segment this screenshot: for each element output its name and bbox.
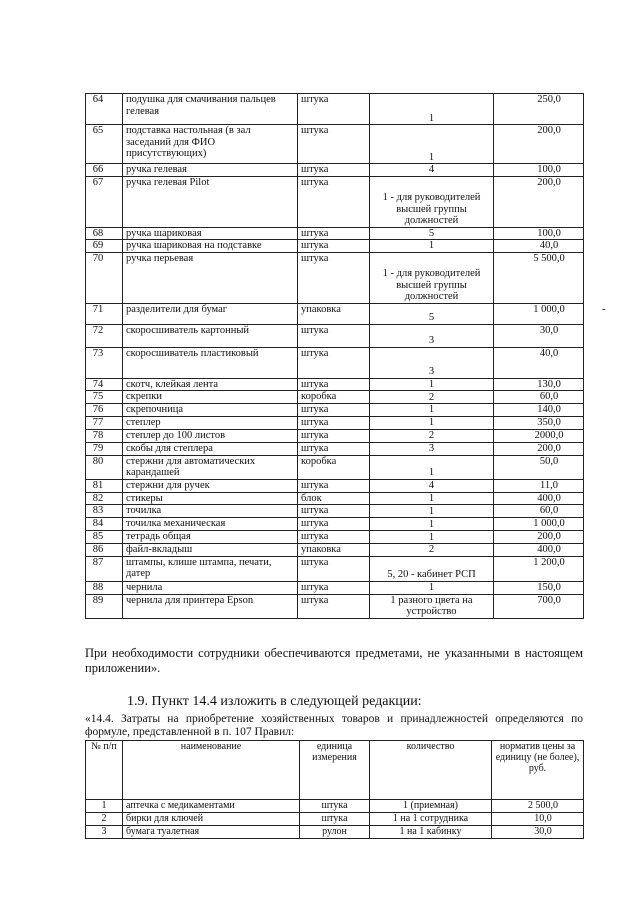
- cell-num: 83: [86, 505, 123, 518]
- table-row: [86, 176, 584, 227]
- header-name: наименование: [123, 741, 300, 800]
- cell-qty: 5: [370, 303, 494, 324]
- cell-name: ручка гелевая Pilot: [123, 176, 298, 227]
- cell-name: точилка механическая: [123, 518, 298, 531]
- cell-unit: штука: [298, 164, 370, 177]
- cell-price: 400,0: [494, 492, 584, 505]
- table-row: [86, 429, 584, 442]
- cell-num: 72: [86, 324, 123, 347]
- cell-num: 78: [86, 429, 123, 442]
- cell-name: скобы для степлера: [123, 442, 298, 455]
- table-row: [86, 404, 584, 417]
- cell-num: 3: [86, 826, 123, 839]
- cell-num: 73: [86, 347, 123, 378]
- cell-name: ручка шариковая на подставке: [123, 240, 298, 253]
- cell-unit: штука: [298, 176, 370, 227]
- table-row: [86, 544, 584, 557]
- table-row: [86, 594, 584, 618]
- cell-unit: штука: [298, 518, 370, 531]
- cell-qty: 1 на 1 сотрудника: [370, 813, 492, 826]
- cell-price: 5 500,0: [494, 252, 584, 303]
- cell-unit: штука: [298, 227, 370, 240]
- cell-unit: штука: [298, 125, 370, 164]
- cell-price: 10,0: [492, 813, 584, 826]
- cell-price: 2 500,0: [492, 800, 584, 813]
- table-row: [86, 125, 584, 164]
- cell-unit: штука: [300, 800, 370, 813]
- supplies-table-continued: [85, 93, 584, 619]
- cell-unit: штука: [298, 442, 370, 455]
- cell-num: 68: [86, 227, 123, 240]
- cell-price: 60,0: [494, 505, 584, 518]
- cell-qty: 4: [370, 479, 494, 492]
- table-row: [86, 531, 584, 544]
- cell-name: ручка шариковая: [123, 227, 298, 240]
- cell-qty: 1: [370, 125, 494, 164]
- cell-name: скотч, клейкая лента: [123, 378, 298, 391]
- cell-unit: штука: [298, 404, 370, 417]
- cell-price: 130,0: [494, 378, 584, 391]
- cell-qty: 1: [370, 518, 494, 531]
- cell-price: 200,0: [494, 125, 584, 164]
- cell-qty: 1: [370, 581, 494, 594]
- cell-unit: штука: [298, 252, 370, 303]
- cell-qty: 1: [370, 404, 494, 417]
- cell-qty: 1 разного цвета на устройство: [370, 594, 494, 618]
- cell-qty: 5, 20 - кабинет РСП: [370, 556, 494, 581]
- cell-price: 200,0: [494, 442, 584, 455]
- header-price: норматив цены за единицу (не более), руб.: [492, 741, 584, 800]
- cell-qty: 1: [370, 416, 494, 429]
- cell-name: штампы, клише штампа, печати, датер: [123, 556, 298, 581]
- cell-num: 82: [86, 492, 123, 505]
- cell-qty: 1: [370, 94, 494, 125]
- cell-unit: коробка: [298, 455, 370, 479]
- cell-qty: 3: [370, 324, 494, 347]
- cell-unit: упаковка: [298, 544, 370, 557]
- cell-qty: 1 - для руководителей высшей группы должностей: [370, 176, 494, 227]
- cell-num: 76: [86, 404, 123, 417]
- cell-unit: блок: [298, 492, 370, 505]
- cell-qty: 1: [370, 505, 494, 518]
- header-qty: количество: [370, 741, 492, 800]
- cell-num: 1: [86, 800, 123, 813]
- header-num: № п/п: [86, 741, 123, 800]
- table-row: [86, 479, 584, 492]
- cell-unit: штука: [298, 378, 370, 391]
- cell-price: 30,0: [492, 826, 584, 839]
- cell-price: 11,0: [494, 479, 584, 492]
- cell-qty: 5: [370, 227, 494, 240]
- table-row: [86, 252, 584, 303]
- margin-mark: -: [602, 303, 606, 315]
- cell-qty: 1: [370, 531, 494, 544]
- cell-name: чернила для принтера Epson: [123, 594, 298, 618]
- table-row: [86, 391, 584, 404]
- cell-name: стержни для автоматических карандашей: [123, 455, 298, 479]
- cell-name: стержни для ручек: [123, 479, 298, 492]
- cell-name: степлер до 100 листов: [123, 429, 298, 442]
- cell-name: разделители для бумаг: [123, 303, 298, 324]
- cell-price: 200,0: [494, 176, 584, 227]
- table-row: [86, 518, 584, 531]
- cell-unit: штука: [298, 531, 370, 544]
- cell-qty: 2: [370, 544, 494, 557]
- cell-name: чернила: [123, 581, 298, 594]
- cell-qty: 3: [370, 442, 494, 455]
- cell-unit: штука: [298, 505, 370, 518]
- cell-num: 89: [86, 594, 123, 618]
- table-row: [86, 556, 584, 581]
- cell-price: 30,0: [494, 324, 584, 347]
- cell-name: скрепочница: [123, 404, 298, 417]
- cell-price: 250,0: [494, 94, 584, 125]
- table-row: [86, 303, 584, 324]
- cell-num: 88: [86, 581, 123, 594]
- cell-num: 64: [86, 94, 123, 125]
- cell-price: 100,0: [494, 164, 584, 177]
- table-row: [86, 416, 584, 429]
- cell-qty: 4: [370, 164, 494, 177]
- cell-unit: штука: [298, 594, 370, 618]
- cell-price: 400,0: [494, 544, 584, 557]
- cell-name: файл-вкладыш: [123, 544, 298, 557]
- cell-unit: штука: [298, 581, 370, 594]
- cell-price: 1 200,0: [494, 556, 584, 581]
- cell-num: 71: [86, 303, 123, 324]
- cell-num: 66: [86, 164, 123, 177]
- cell-name: скрепки: [123, 391, 298, 404]
- cell-qty: 3: [370, 347, 494, 378]
- intro-paragraph: «14.4. Затраты на приобретение хозяйственных товаров и принадлежностей определяются по формуле, представленной в п. 107 Правил:: [85, 713, 583, 738]
- cell-price: 200,0: [494, 531, 584, 544]
- cell-name: степлер: [123, 416, 298, 429]
- cell-name: стикеры: [123, 492, 298, 505]
- table-header-row: [86, 741, 584, 800]
- cell-price: 700,0: [494, 594, 584, 618]
- cell-num: 74: [86, 378, 123, 391]
- cell-qty: 1: [370, 492, 494, 505]
- cell-price: 150,0: [494, 581, 584, 594]
- cell-unit: штука: [298, 556, 370, 581]
- cell-name: бумага туалетная: [123, 826, 300, 839]
- cell-price: 1 000,0: [494, 303, 584, 324]
- cell-unit: рулон: [300, 826, 370, 839]
- table-row: [86, 800, 584, 813]
- cell-name: бирки для ключей: [123, 813, 300, 826]
- cell-qty: 1 (приемная): [370, 800, 492, 813]
- table-row: [86, 347, 584, 378]
- cell-unit: штука: [298, 479, 370, 492]
- cell-name: скоросшиватель картонный: [123, 324, 298, 347]
- table-row: [86, 492, 584, 505]
- cell-price: 60,0: [494, 391, 584, 404]
- cell-num: 67: [86, 176, 123, 227]
- table-row: [86, 227, 584, 240]
- cell-unit: штука: [298, 416, 370, 429]
- cell-unit: штука: [298, 240, 370, 253]
- cell-qty: 2: [370, 391, 494, 404]
- cell-num: 87: [86, 556, 123, 581]
- table-row: [86, 826, 584, 839]
- section-heading: 1.9. Пункт 14.4 изложить в следующей редакции:: [127, 694, 422, 709]
- cell-num: 80: [86, 455, 123, 479]
- cell-unit: штука: [298, 324, 370, 347]
- cell-num: 81: [86, 479, 123, 492]
- cell-name: скоросшиватель пластиковый: [123, 347, 298, 378]
- cell-price: 50,0: [494, 455, 584, 479]
- cell-price: 100,0: [494, 227, 584, 240]
- cell-unit: штука: [298, 429, 370, 442]
- table-row: [86, 813, 584, 826]
- cell-qty: 2: [370, 429, 494, 442]
- table-row: [86, 324, 584, 347]
- table-row: [86, 442, 584, 455]
- cell-price: 2000,0: [494, 429, 584, 442]
- cell-num: 2: [86, 813, 123, 826]
- cell-num: 86: [86, 544, 123, 557]
- cell-qty: 1 на 1 кабинку: [370, 826, 492, 839]
- cell-name: ручка гелевая: [123, 164, 298, 177]
- cell-name: точилка: [123, 505, 298, 518]
- cell-unit: коробка: [298, 391, 370, 404]
- cell-price: 40,0: [494, 347, 584, 378]
- cell-num: 77: [86, 416, 123, 429]
- table-row: [86, 581, 584, 594]
- cell-price: 350,0: [494, 416, 584, 429]
- cell-num: 79: [86, 442, 123, 455]
- note-paragraph: При необходимости сотрудники обеспечиваются предметами, не указанными в настоящем приложении».: [85, 646, 583, 675]
- cell-num: 85: [86, 531, 123, 544]
- cell-num: 70: [86, 252, 123, 303]
- table-row: [86, 378, 584, 391]
- cell-qty: 1: [370, 455, 494, 479]
- table-row: [86, 455, 584, 479]
- cell-num: 65: [86, 125, 123, 164]
- cell-price: 1 000,0: [494, 518, 584, 531]
- cell-price: 140,0: [494, 404, 584, 417]
- cell-name: подушка для смачивания пальцев гелевая: [123, 94, 298, 125]
- cell-qty: 1: [370, 240, 494, 253]
- table-row: [86, 240, 584, 253]
- cell-num: 69: [86, 240, 123, 253]
- cell-name: тетрадь общая: [123, 531, 298, 544]
- table-row: [86, 505, 584, 518]
- cell-price: 40,0: [494, 240, 584, 253]
- cell-num: 84: [86, 518, 123, 531]
- household-goods-table: [85, 740, 584, 839]
- cell-name: аптечка с медикаментами: [123, 800, 300, 813]
- table-row: [86, 164, 584, 177]
- cell-name: подставка настольная (в зал заседаний для ФИО присутствующих): [123, 125, 298, 164]
- cell-num: 75: [86, 391, 123, 404]
- cell-name: ручка перьевая: [123, 252, 298, 303]
- cell-qty: 1: [370, 378, 494, 391]
- cell-unit: штука: [298, 347, 370, 378]
- cell-unit: штука: [300, 813, 370, 826]
- cell-qty: 1 - для руководителей высшей группы должностей: [370, 252, 494, 303]
- table-row: [86, 94, 584, 125]
- cell-unit: штука: [298, 94, 370, 125]
- header-unit: единица измерения: [300, 741, 370, 800]
- cell-unit: упаковка: [298, 303, 370, 324]
